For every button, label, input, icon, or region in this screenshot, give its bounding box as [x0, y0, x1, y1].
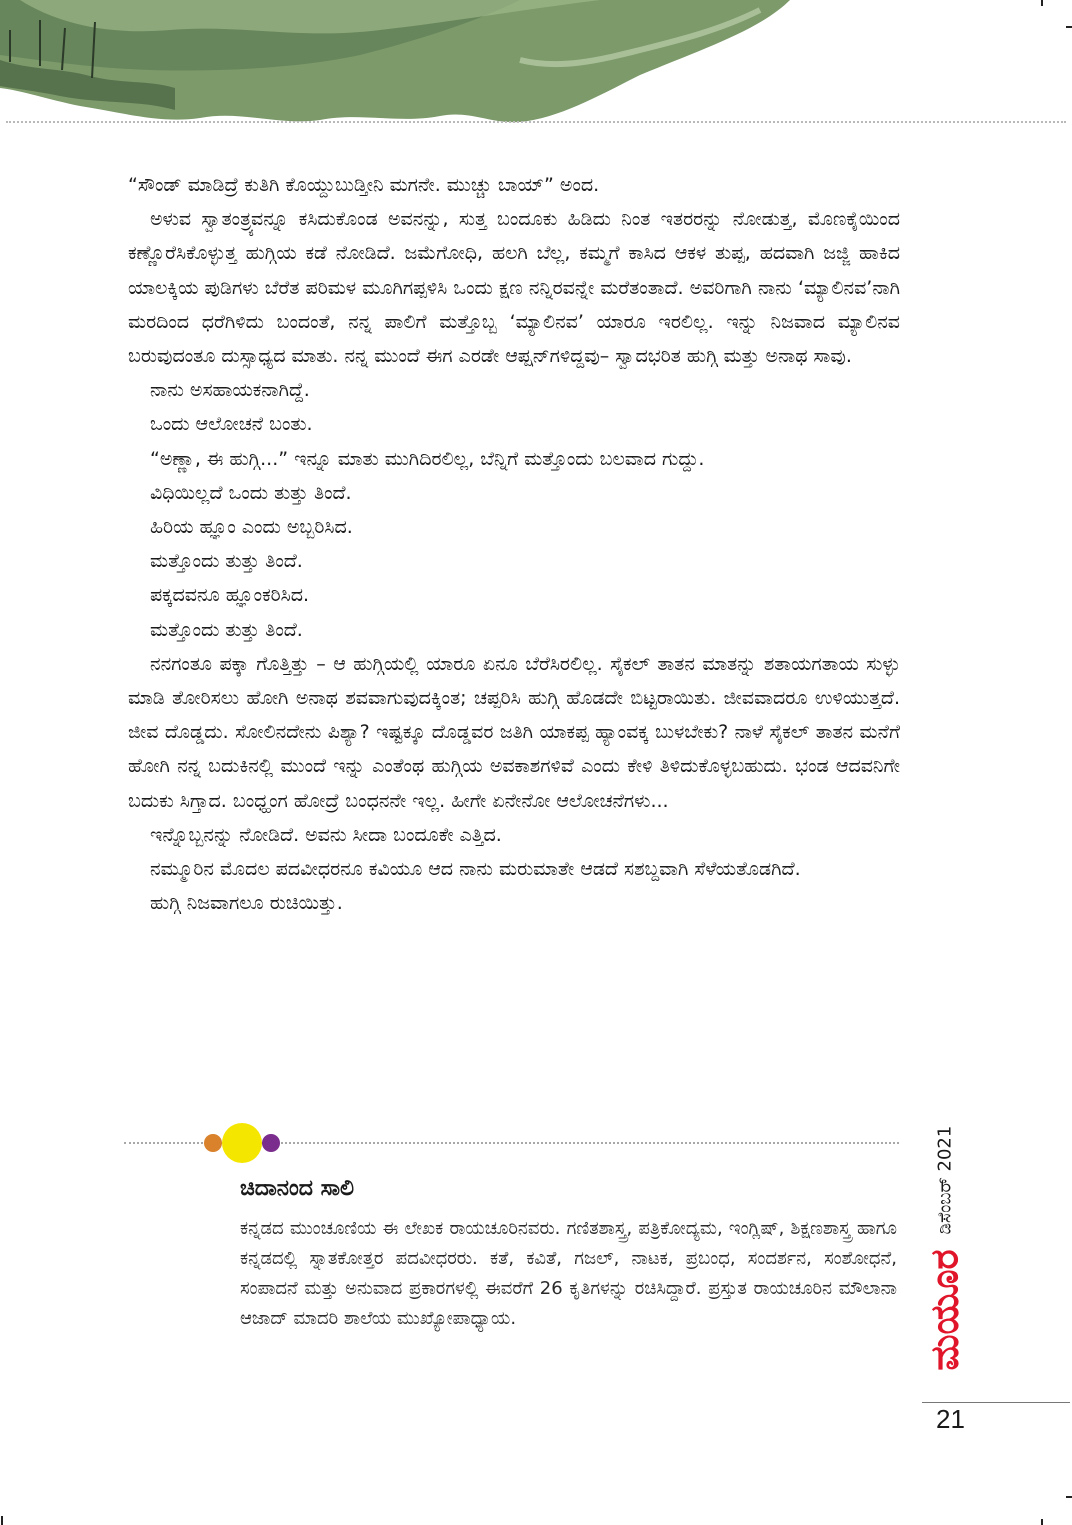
article-paragraph: ವಿಧಿಯಿಲ್ಲದೆ ಒಂದು ತುತ್ತು ತಿಂದೆ.	[150, 481, 352, 504]
article-paragraph: “ಸೌಂಡ್ ಮಾಡಿದ್ರೆ ಕುತಿಗಿ ಕೊಯ್ದುಬುಡ್ತೀನಿ ಮಗನೇ. ಮುಚ್ಚು ಬಾಯ್” ಅಂದ.	[128, 174, 600, 196]
watercolor-illustration	[0, 0, 800, 130]
page-number-rule	[922, 1402, 1070, 1403]
article-paragraph: ನಾನು ಅಸಹಾಯಕನಾಗಿದ್ದೆ.	[150, 379, 310, 402]
article-paragraph: ಒಂದು ಆಲೋಚನೆ ಬಂತು.	[150, 413, 313, 436]
article-paragraph: ಅಳುವ ಸ್ವಾತಂತ್ರ್ಯವನ್ನೂ ಕಸಿದುಕೊಂಡ ಅವನನ್ನು, ಸುತ್ತ ಬಂದೂಕು ಹಿಡಿದು ನಿಂತ ಇತರರನ್ನು ನೋಡುತ್ತ, ಮೊಣಕೈಯಿಂದ ಕಣ್ಣೊರೆಸಿಕೊಳ್ಳುತ್ತ ಹುಗ್ಗಿಯ ಕಡೆ ನೋಡಿದೆ. ಜಮೆಗೋಧಿ, ಹಲಗಿ ಬೆಲ್ಲ, ಕಮ್ಮಗೆ ಕಾಸಿದ ಆಕಳ ತುಪ್ಪ, ಹದವಾಗಿ ಜಜ್ಜಿ ಹಾಕಿದ ಯಾಲಕ್ಕಿಯ ಪುಡಿಗಳು ಬೆರೆತ ಪರಿಮಳ ಮೂಗಿಗಪ್ಪಳಿಸಿ ಒಂದು ಕ್ಷಣ ನನ್ನಿರವನ್ನೇ ಮರೆತಂತಾದೆ. ಅವರಿಗಾಗಿ ನಾನು ‘ಮ್ಯಾಲಿನವ’ನಾಗಿ ಮರದಿಂದ ಧರೆಗಿಳಿದು ಬಂದಂತೆ, ನನ್ನ ಪಾಲಿಗೆ ಮತ್ತೊಬ್ಬ ‘ಮ್ಯಾಲಿನವ’ ಯಾರೂ ಇರಲಿಲ್ಲ. ಇನ್ನು ನಿಜವಾದ ಮ್ಯಾಲಿನವ ಬರುವುದಂತೂ ದುಸ್ಸಾಧ್ಯದ ಮಾತು. ನನ್ನ ಮುಂದೆ ಈಗ ಎರಡೇ ಆಪ್ಷನ್‌ಗಳಿದ್ದವು– ಸ್ವಾದಭರಿತ ಹುಗ್ಗಿ ಮತ್ತು ಅನಾಥ ಸಾವು.	[128, 208, 900, 368]
page-number: 21	[936, 1404, 965, 1434]
author-name: ಚಿದಾನಂದ ಸಾಲಿ	[240, 1176, 355, 1201]
article-paragraph: ಪಕ್ಕದವನೂ ಹ್ಞೂಂಕರಿಸಿದ.	[150, 584, 310, 607]
issue-date-text: ಡಿಸೆಂಬರ್ 2021	[934, 1125, 956, 1235]
yellow-dot	[222, 1123, 262, 1163]
article-paragraph: ಮತ್ತೊಂದು ತುತ್ತು ತಿಂದೆ.	[150, 618, 303, 641]
top-dotted-divider	[6, 121, 1066, 123]
crop-mark	[1041, 1519, 1043, 1525]
crop-mark	[1, 1516, 3, 1525]
author-bio: ಕನ್ನಡದ ಮುಂಚೂಣಿಯ ಈ ಲೇಖಕ ರಾಯಚೂರಿನವರು. ಗಣಿತಶಾಸ್ತ್ರ, ಪತ್ರಿಕೋದ್ಯಮ, ಇಂಗ್ಲಿಷ್, ಶಿಕ್ಷಣಶಾಸ್ತ್ರ ಹಾಗೂ ಕನ್ನಡದಲ್ಲಿ ಸ್ನಾತಕೋತ್ತರ ಪದವೀಧರರು. ಕತೆ, ಕವಿತೆ, ಗಜಲ್, ನಾಟಕ, ಪ್ರಬಂಧ, ಸಂದರ್ಶನ, ಸಂಶೋಧನೆ, ಸಂಪಾದನೆ ಮತ್ತು ಅನುವಾದ ಪ್ರಕಾರಗಳಲ್ಲಿ ಈವರೆಗೆ 26 ಕೃತಿಗಳನ್ನು ರಚಿಸಿದ್ದಾರೆ. ಪ್ರಸ್ತುತ ರಾಯಚೂರಿನ ಮೌಲಾನಾ ಆಜಾದ್ ಮಾದರಿ ಶಾಲೆಯ ಮುಖ್ಯೋಪಾಧ್ಯಾಯ.	[240, 1218, 897, 1329]
article-paragraph: ಇನ್ನೊಬ್ಬನನ್ನು ನೋಡಿದೆ. ಅವನು ಸೀದಾ ಬಂದೂಕೇ ಎತ್ತಿದ.	[150, 823, 502, 846]
article-body	[128, 168, 900, 920]
article-paragraph: ಮತ್ತೊಂದು ತುತ್ತು ತಿಂದೆ.	[150, 550, 303, 573]
article-paragraph: ಹಿರಿಯ ಹ್ಞೂಂ ಎಂದು ಅಬ್ಬರಿಸಿದ.	[150, 516, 353, 539]
article-paragraph: ನಮ್ಮೂರಿನ ಮೊದಲ ಪದವೀಧರನೂ ಕವಿಯೂ ಆದ ನಾನು ಮರುಮಾತೇ ಆಡದೆ ಸಶಬ್ದವಾಗಿ ಸೆಳೆಯತೊಡಗಿದೆ.	[150, 858, 801, 881]
crop-mark	[1041, 0, 1043, 6]
purple-dot	[262, 1134, 280, 1152]
article-paragraph: ಹುಗ್ಗಿ ನಿಜವಾಗಲೂ ರುಚಿಯಿತ್ತು.	[150, 892, 343, 915]
crop-mark	[1066, 1496, 1072, 1498]
crop-mark	[1066, 26, 1072, 28]
orange-dot	[204, 1134, 222, 1152]
magazine-logo	[915, 1225, 975, 1395]
article-paragraph: ನನಗಂತೂ ಪಕ್ಕಾ ಗೊತ್ತಿತ್ತು – ಆ ಹುಗ್ಗಿಯಲ್ಲಿ ಯಾರೂ ಏನೂ ಬೆರೆಸಿರಲಿಲ್ಲ. ಸೈಕಲ್ ತಾತನ ಮಾತನ್ನು ಶತಾಯಗತಾಯ ಸುಳ್ಳು ಮಾಡಿ ತೋರಿಸಲು ಹೋಗಿ ಅನಾಥ ಶವವಾಗುವುದಕ್ಕಿಂತ; ಚಪ್ಪರಿಸಿ ಹುಗ್ಗಿ ಹೊಡದೇ ಬಿಟ್ಟರಾಯಿತು. ಜೀವವಾದರೂ ಉಳಿಯುತ್ತದೆ. ಜೀವ ದೊಡ್ಡದು. ಸೋಲಿನದೇನು ಪಿಶ್ಯಾ? ಇಷ್ಟಕ್ಕೂ ದೊಡ್ಡವರ ಜತಿಗಿ ಯಾಕಪ್ಪ ಹ್ಯಾಂವಕ್ಕ ಬುಳಬೇಕು? ನಾಳೆ ಸೈಕಲ್ ತಾತನ ಮನೆಗೆ ಹೋಗಿ ನನ್ನ ಬದುಕಿನಲ್ಲಿ ಮುಂದೆ ಇನ್ನು ಎಂತೆಂಥ ಹುಗ್ಗಿಯ ಅವಕಾಶಗಳಿವೆ ಎಂದು ಕೇಳಿ ತಿಳಿದುಕೊಳ್ಳಬಹುದು. ಭಂಡ ಆದವನಿಗೇ ಬದುಕು ಸಿಗ್ತಾದ. ಬಂಧ್ಹಂಗ ಹೋದ್ರೆ ಬಂಧನನೇ ಇಲ್ಲ. ಹೀಗೇ ಏನೇನೋ ಆಲೋಚನೆಗಳು...	[128, 652, 900, 812]
article-paragraph: “ಅಣ್ಣಾ, ಈ ಹುಗ್ಗಿ...” ಇನ್ನೂ ಮಾತು ಮುಗಿದಿರಲಿಲ್ಲ, ಬೆನ್ನಿಗೆ ಮತ್ತೊಂದು ಬಲವಾದ ಗುದ್ದು.	[150, 447, 705, 470]
magazine-name-text: ಮಯೂರ	[922, 1249, 967, 1371]
